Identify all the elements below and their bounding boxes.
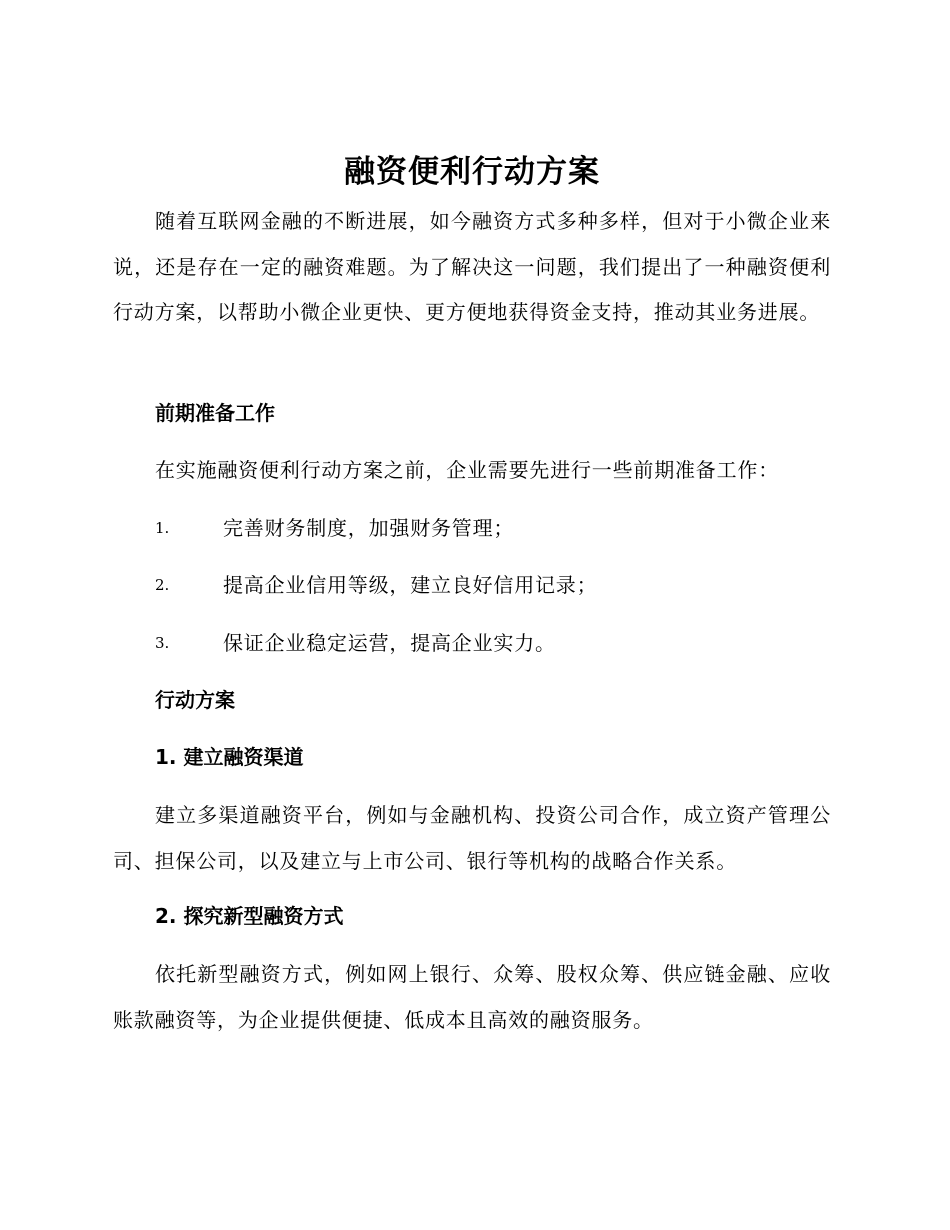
section2-heading: 2. 探究新型融资方式: [155, 904, 344, 928]
section1-heading: 1. 建立融资渠道: [155, 745, 304, 769]
list-item-text: 完善财务制度，加强财务管理；: [223, 516, 515, 540]
section2-paragraph: 依托新型融资方式，例如网上银行、众筹、股权众筹、供应链金融、应收账款融资等，为企业提供便捷、低成本且高效的融资服务。: [113, 962, 831, 1032]
action-heading: 行动方案: [155, 688, 235, 712]
list-item-text: 提高企业信用等级，建立良好信用记录；: [223, 573, 598, 597]
section1-paragraph: 建立多渠道融资平台，例如与金融机构、投资公司合作，成立资产管理公司、担保公司，以及建立与上市公司、银行等机构的战略合作关系。: [113, 803, 831, 873]
list-item-number: 1.: [155, 519, 170, 537]
prep-heading: 前期准备工作: [155, 401, 275, 425]
prep-intro-paragraph: 在实施融资便利行动方案之前，企业需要先进行一些前期准备工作：: [155, 458, 779, 482]
list-item: [155, 628, 556, 658]
list-item: [155, 570, 597, 600]
list-item-text: 保证企业稳定运营，提高企业实力。: [223, 631, 556, 655]
intro-paragraph: 随着互联网金融的不断进展，如今融资方式多种多样，但对于小微企业来说，还是存在一定的融资难题。为了解决这一问题，我们提出了一种融资便利行动方案，以帮助小微企业更快、更方便地获得资金支持，推动其业务进展。: [113, 209, 831, 324]
list-item-number: 3.: [155, 634, 170, 652]
list-item-number: 2.: [155, 576, 170, 594]
list-item: [155, 513, 514, 543]
document-title: 融资便利行动方案: [344, 154, 600, 190]
